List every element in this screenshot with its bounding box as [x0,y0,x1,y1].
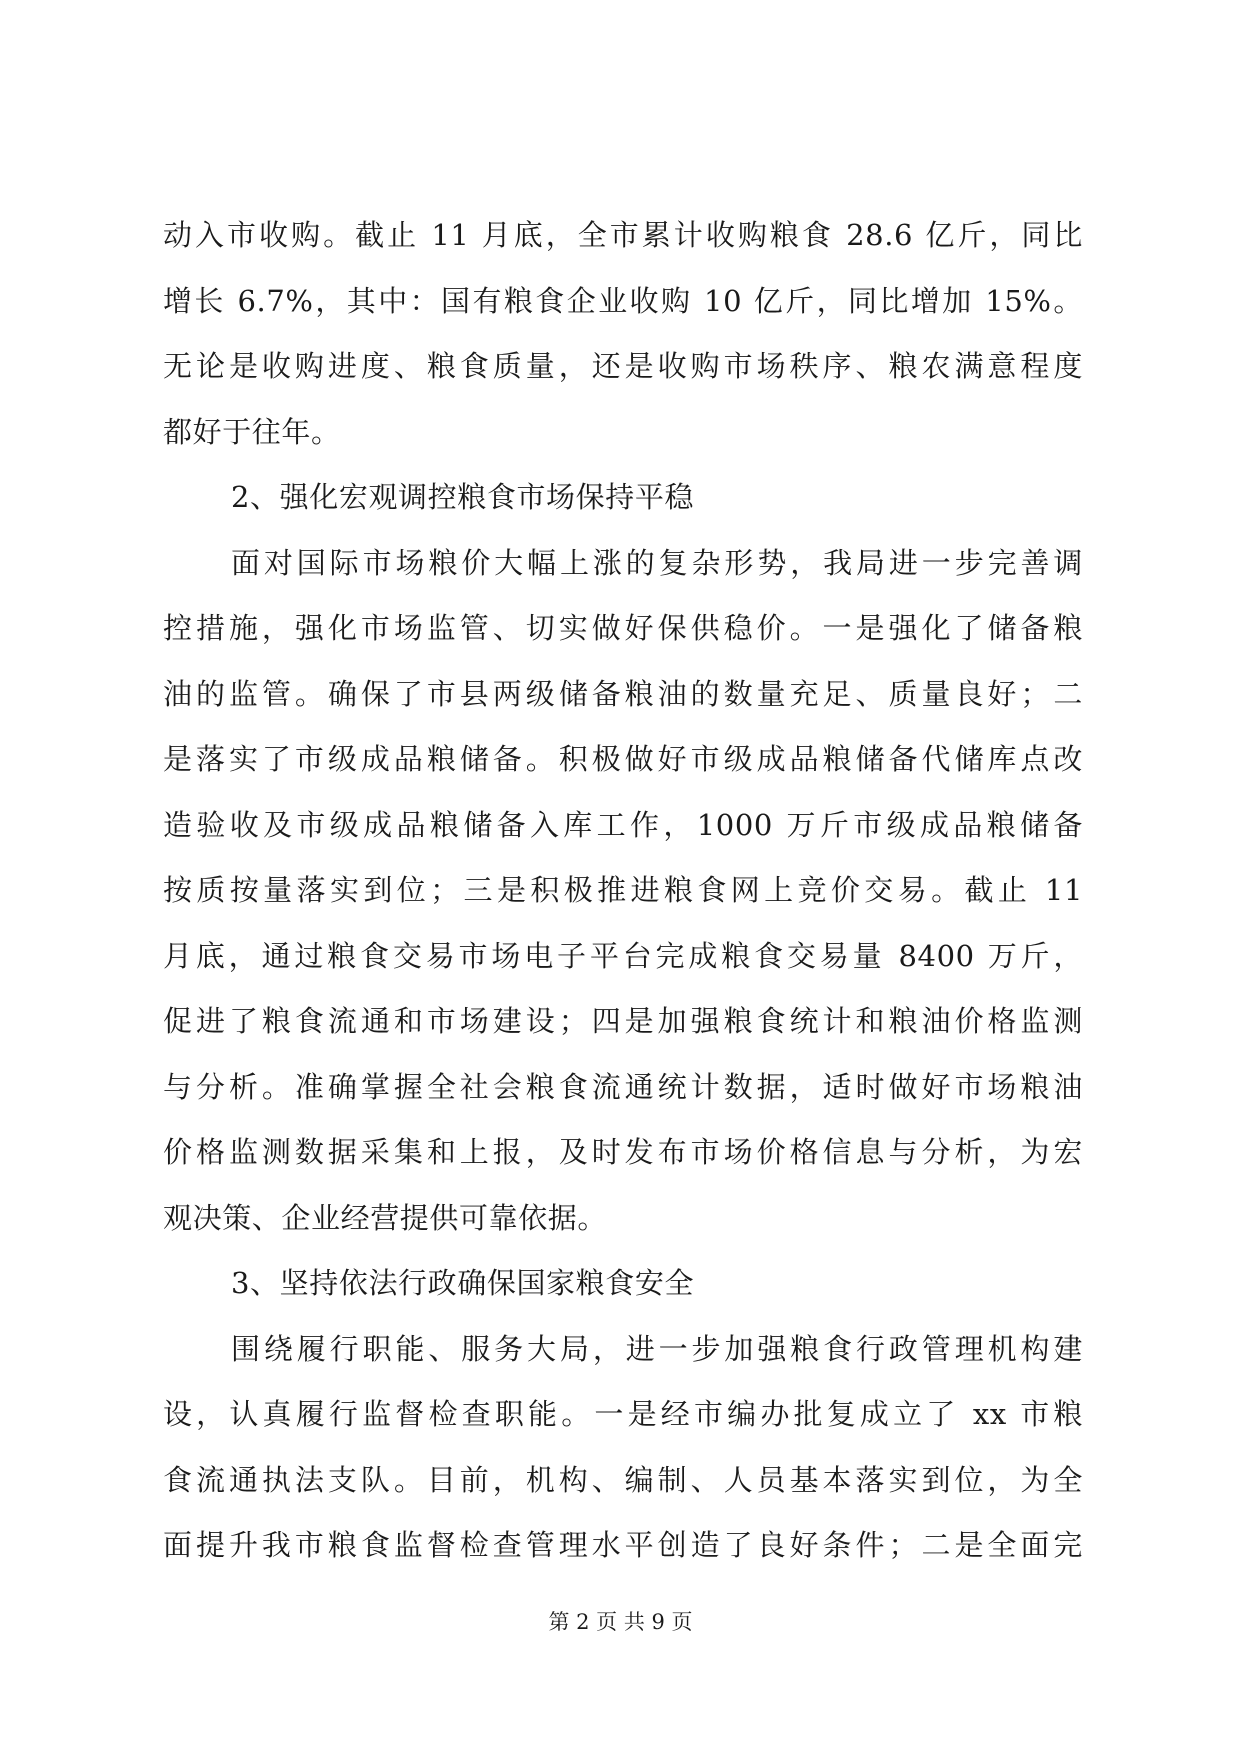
text-line: 都好于往年。 [163,415,341,449]
text-line: 月底，通过粮食交易市场电子平台完成粮食交易量 8400 万斤， [163,939,1083,973]
text-line: 面对国际市场粮价大幅上涨的复杂形势，我局进一步完善调 [231,546,1083,580]
text-line: 面提升我市粮食监督检查管理水平创造了良好条件；二是全面完 [163,1528,1083,1562]
text-line: 按质按量落实到位；三是积极推进粮食网上竞价交易。截止 11 [163,873,1083,907]
text-line: 无论是收购进度、粮食质量，还是收购市场秩序、粮农满意程度 [163,349,1083,383]
section-heading: 2、强化宏观调控粮食市场保持平稳 [231,480,695,514]
text-line: 油的监管。确保了市县两级储备粮油的数量充足、质量良好；二 [163,677,1083,711]
section-heading: 3、坚持依法行政确保国家粮食安全 [231,1266,695,1300]
text-line: 围绕履行职能、服务大局，进一步加强粮食行政管理机构建 [231,1332,1083,1366]
text-line: 食流通执法支队。目前，机构、编制、人员基本落实到位，为全 [163,1463,1083,1497]
text-line: 是落实了市级成品粮储备。积极做好市级成品粮储备代储库点改 [163,742,1083,776]
text-line: 增长 6.7%，其中：国有粮食企业收购 10 亿斤，同比增加 15%。 [163,284,1083,318]
text-line: 促进了粮食流通和市场建设；四是加强粮食统计和粮油价格监测 [163,1004,1083,1038]
page-footer: 第 2 页 共 9 页 [548,1610,693,1634]
text-line: 动入市收购。截止 11 月底，全市累计收购粮食 28.6 亿斤，同比 [163,218,1083,252]
text-line: 造验收及市级成品粮储备入库工作，1000 万斤市级成品粮储备 [163,808,1083,842]
text-line: 控措施，强化市场监管、切实做好保供稳价。一是强化了储备粮 [163,611,1083,645]
text-line: 价格监测数据采集和上报，及时发布市场价格信息与分析，为宏 [163,1135,1083,1169]
text-line: 观决策、企业经营提供可靠依据。 [163,1201,608,1235]
text-line: 与分析。准确掌握全社会粮食流通统计数据，适时做好市场粮油 [163,1070,1083,1104]
text-line: 设，认真履行监督检查职能。一是经市编办批复成立了 xx 市粮 [163,1397,1083,1431]
